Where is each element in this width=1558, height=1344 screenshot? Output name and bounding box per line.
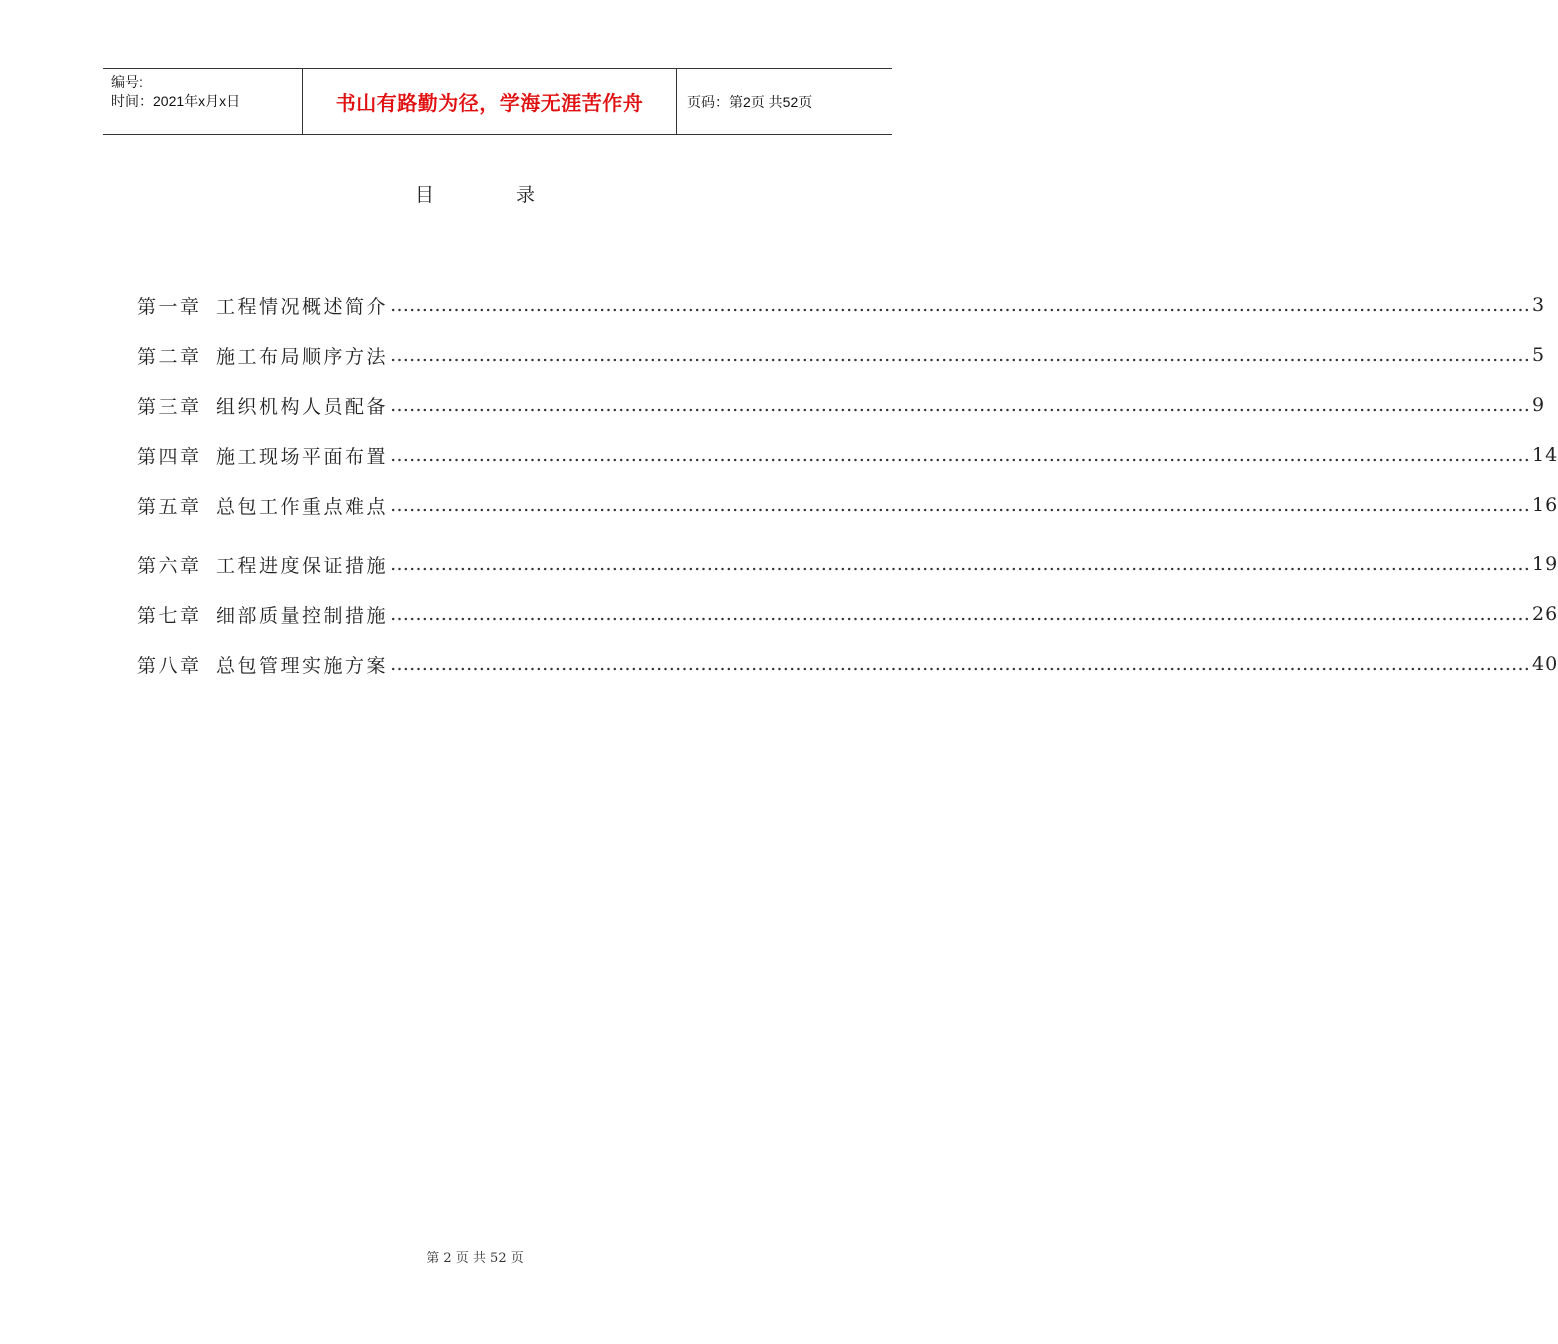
toc-chapter-title: 施工布局顺序方法 xyxy=(216,345,389,368)
toc-entry[interactable] xyxy=(137,340,1546,370)
toc-page-number: 16 xyxy=(1532,494,1558,516)
header-meta xyxy=(103,69,303,134)
toc-dot-leader: ……………………………………………………………………………………………………………………………………………………………… xyxy=(390,494,1531,516)
document-number-label: 编号: xyxy=(111,74,143,90)
toc-chapter-title: 施工现场平面布置 xyxy=(216,445,389,468)
toc-title: 目 录 xyxy=(414,184,574,206)
toc-page-number: 40 xyxy=(1532,653,1558,675)
toc-chapter-title: 组织机构人员配备 xyxy=(216,395,389,418)
toc-dot-leader: ……………………………………………………………………………………………………………………………………………………………… xyxy=(390,294,1531,316)
toc-chapter-number: 第五章 xyxy=(137,495,202,518)
toc-page-number: 14 xyxy=(1532,444,1558,466)
toc-page-number: 5 xyxy=(1532,344,1546,366)
toc-dot-leader: ……………………………………………………………………………………………………………………………………………………………… xyxy=(390,603,1531,625)
toc-chapter-number: 第七章 xyxy=(137,604,202,627)
toc-page-number: 3 xyxy=(1532,294,1546,316)
toc-dot-leader: ……………………………………………………………………………………………………………………………………………………………… xyxy=(390,394,1531,416)
toc-entry[interactable] xyxy=(137,440,1558,470)
toc-entry[interactable] xyxy=(137,490,1558,520)
toc-chapter-title: 总包工作重点难点 xyxy=(216,495,389,518)
toc-chapter-title: 细部质量控制措施 xyxy=(216,604,389,627)
toc-chapter-title: 总包管理实施方案 xyxy=(216,654,389,677)
toc-chapter-number: 第四章 xyxy=(137,445,202,468)
toc-chapter-title: 工程情况概述简介 xyxy=(216,295,389,318)
document-header xyxy=(103,68,892,135)
toc-dot-leader: ……………………………………………………………………………………………………………………………………………………………… xyxy=(390,553,1531,575)
toc-page-number: 9 xyxy=(1532,394,1546,416)
toc-chapter-number: 第六章 xyxy=(137,554,202,577)
toc-page-number: 26 xyxy=(1532,603,1558,625)
toc-dot-leader: ……………………………………………………………………………………………………………………………………………………………… xyxy=(390,444,1531,466)
document-date: 时间：2021年x月x日 xyxy=(111,93,241,109)
toc-dot-leader: ……………………………………………………………………………………………………………………………………………………………… xyxy=(390,653,1531,675)
header-page-info: 页码：第2页 共52页 xyxy=(687,93,813,110)
toc-entry[interactable] xyxy=(137,390,1546,420)
toc-page-number: 19 xyxy=(1532,553,1558,575)
toc-chapter-number: 第八章 xyxy=(137,654,202,677)
toc-entry[interactable] xyxy=(137,599,1558,629)
toc-chapter-number: 第二章 xyxy=(137,345,202,368)
page-footer: 第 2 页 共 52 页 xyxy=(426,1251,524,1266)
toc-entry[interactable] xyxy=(137,290,1546,320)
toc-chapter-title: 工程进度保证措施 xyxy=(216,554,389,577)
toc-chapter-number: 第一章 xyxy=(137,295,202,318)
toc-dot-leader: ……………………………………………………………………………………………………………………………………………………………… xyxy=(390,344,1531,366)
header-motto: 书山有路勤为径，学海无涯苦作舟 xyxy=(303,69,677,134)
toc-entry[interactable] xyxy=(137,649,1558,679)
toc-entry[interactable] xyxy=(137,549,1558,579)
toc-chapter-number: 第三章 xyxy=(137,395,202,418)
